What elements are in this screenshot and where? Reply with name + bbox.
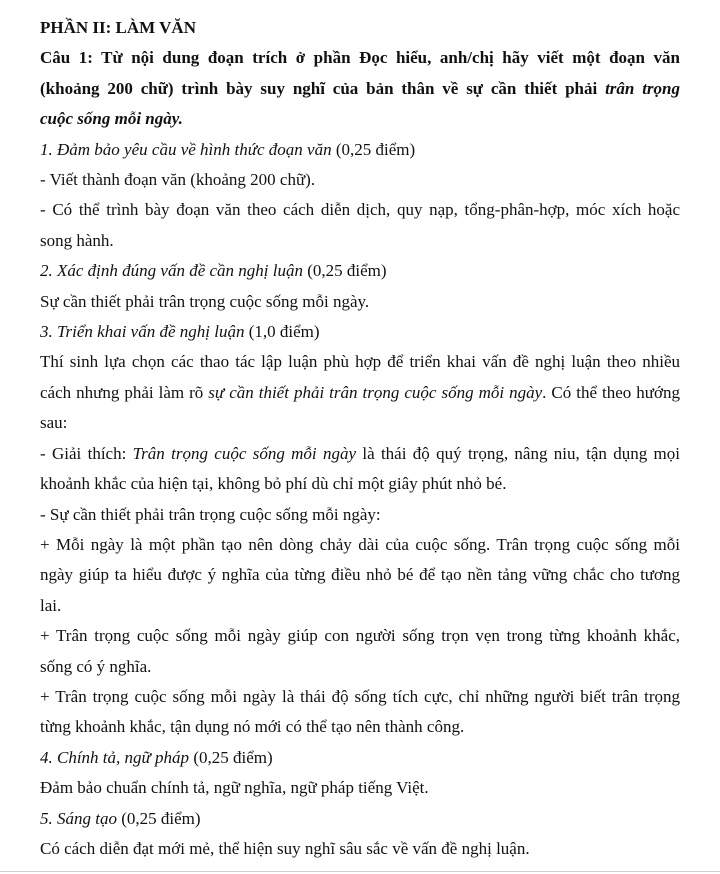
explain-line-1: [40, 439, 680, 469]
section-title: PHẦN II: LÀM VĂN: [40, 18, 196, 37]
item-4-text: Đảm bảo chuẩn chính tả, ngữ nghĩa, ngữ pháp tiếng Việt.: [40, 778, 429, 798]
intro-line-2-end: . Có thể theo hướng: [542, 382, 680, 402]
item-3-intro-line-1: Thí sinh lựa chọn các thao tác lập luận phù hợp để triển khai vấn đề nghị luận theo nhiều: [40, 352, 680, 372]
item-2-text: Sự cần thiết phải trân trọng cuộc sống mỗi ngày.: [40, 291, 370, 311]
item-2-title: 2. Xác định đúng vấn đề cần nghị luận: [40, 261, 303, 281]
item-3-intro-line-2: [40, 378, 680, 408]
point-1-line-1: + Mỗi ngày là một phần tạo nên dòng chảy dài của cuộc sống. Trân trọng cuộc sống mỗi: [40, 534, 680, 554]
item-3-score: (1,0 điểm): [244, 322, 320, 342]
question-line-3-text: cuộc sống mỗi ngày.: [40, 109, 183, 129]
item-3-intro-line-3: sau:: [40, 413, 68, 433]
item-1-score: (0,25 điểm): [331, 139, 416, 159]
item-2-score: (0,25 điểm): [303, 261, 387, 281]
intro-line-2-start: cách nhưng phải làm rõ: [40, 382, 209, 402]
question-line-3: [40, 104, 680, 134]
page-bottom-divider: [0, 871, 720, 872]
intro-line-2-emphasis: sự cần thiết phải trân trọng cuộc sống mỗi ngày: [208, 382, 543, 402]
point-1-line-3: lai.: [40, 595, 62, 615]
item-1-title: 1. Đảm bảo yêu cầu về hình thức đoạn văn: [40, 139, 332, 159]
item-5-text: Có cách diễn đạt mới mẻ, thể hiện suy nghĩ sâu sắc về vấn đề nghị luận.: [40, 838, 530, 858]
item-1-bullet-1: - Viết thành đoạn văn (khoảng 200 chữ).: [40, 170, 316, 190]
item-3-heading: [40, 317, 680, 347]
explain-rest: là thái độ quý trọng, nâng niu, tận dụng mọi: [356, 443, 680, 463]
question-line-2-text: (khoảng 200 chữ) trình bày suy nghĩ của bản thân về sự cần thiết phải: [40, 78, 606, 98]
item-4-score: (0,25 điểm): [189, 747, 273, 767]
explain-line-2: khoảnh khắc của hiện tại, không bỏ phí dù chỉ một giây phút nhỏ bé.: [40, 474, 507, 494]
point-3-line-1: + Trân trọng cuộc sống mỗi ngày là thái độ sống tích cực, chỉ những người biết trân trọng: [40, 686, 680, 706]
item-5-title: 5. Sáng tạo: [40, 808, 117, 828]
item-5-heading: [40, 804, 680, 834]
question-line-1: Câu 1: Từ nội dung đoạn trích ở phần Đọc hiểu, anh/chị hãy viết một đoạn văn: [40, 48, 680, 68]
point-2-line-1: + Trân trọng cuộc sống mỗi ngày giúp con người sống trọn vẹn trong từng khoảnh khắc,: [40, 626, 680, 646]
item-1-bullet-2-line-1: - Có thể trình bày đoạn văn theo cách diễn dịch, quy nạp, tổng-phân-hợp, móc xích hoặc: [40, 200, 680, 220]
question-emphasis: trân trọng: [605, 78, 680, 98]
explain-label: - Giải thích:: [40, 443, 133, 463]
point-3-line-2: từng khoảnh khắc, tận dụng nó mới có thể tạo nên thành công.: [40, 717, 465, 737]
point-1-line-2: ngày giúp ta hiểu được ý nghĩa của từng điều nhỏ bé để tạo nền tảng vững chắc cho tương: [40, 565, 680, 585]
question-line-2: [40, 74, 680, 104]
item-1-heading: [40, 135, 680, 165]
item-2-heading: [40, 256, 680, 286]
explain-term: Trân trọng cuộc sống mỗi ngày: [132, 443, 357, 463]
item-4-heading: [40, 743, 680, 773]
point-2-line-2: sống có ý nghĩa.: [40, 656, 152, 676]
item-4-title: 4. Chính tả, ngữ pháp: [40, 747, 190, 767]
item-3-title: 3. Triển khai vấn đề nghị luận: [40, 322, 245, 342]
need-heading: - Sự cần thiết phải trân trọng cuộc sống mỗi ngày:: [40, 504, 381, 524]
item-1-bullet-2-line-2: song hành.: [40, 230, 114, 250]
item-5-score: (0,25 điểm): [116, 808, 201, 828]
